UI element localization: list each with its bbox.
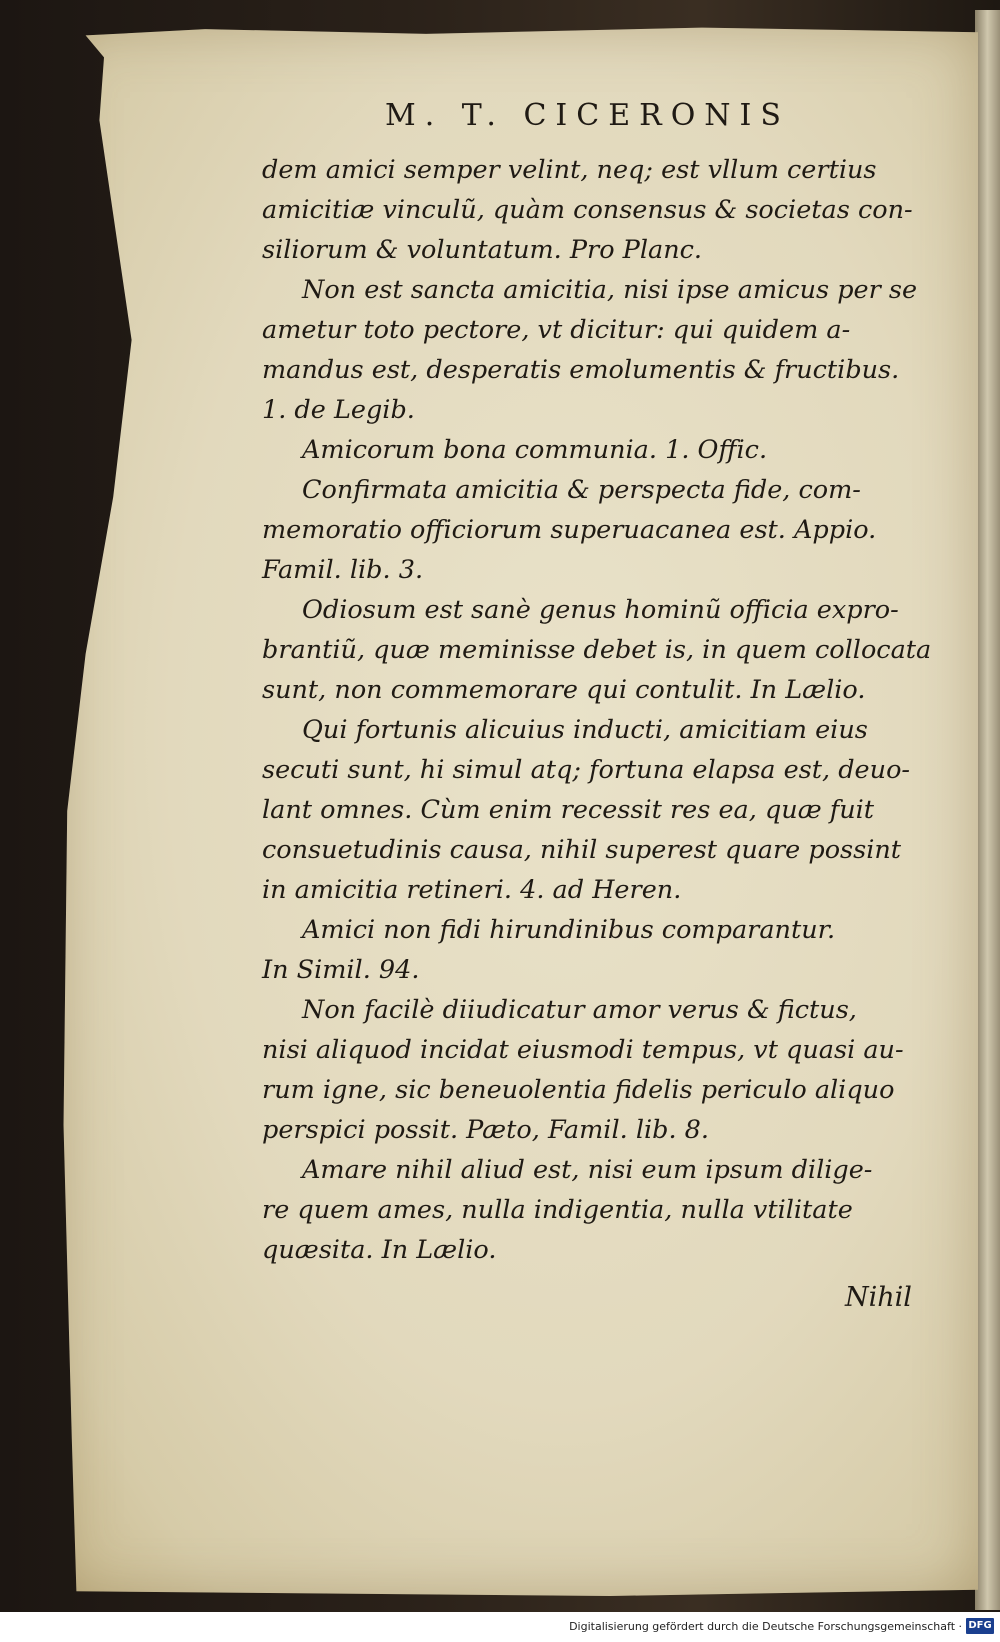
funding-credit: Digitalisierung gefördert durch die Deutsche Forschungsgemeinschaft · — [569, 1620, 962, 1633]
text-line: brantiũ, quæ meminisse debet is, in quem collocata — [262, 635, 932, 665]
body-text — [262, 150, 932, 1270]
text-line: In Simil. 94. — [262, 955, 420, 985]
text-line: secuti sunt, hi simul atq; fortuna elapsa est, deuo- — [262, 755, 911, 785]
text-line: Qui fortunis alicuius inducti, amicitiam eius — [302, 715, 868, 745]
text-line: quæsita. In Lælio. — [262, 1235, 497, 1265]
text-line: siliorum & voluntatum. Pro Planc. — [262, 235, 703, 265]
text-line: nisi aliquod incidat eiusmodi tempus, vt quasi au- — [262, 1035, 904, 1065]
text-line: Non facilè diiudicatur amor verus & fictus, — [302, 995, 857, 1025]
dfg-logo-icon: DFG — [966, 1618, 994, 1634]
running-title: M. T. CICERONIS — [385, 98, 790, 133]
page-stack-edge — [975, 10, 1000, 1610]
text-line: re quem ames, nulla indigentia, nulla vtilitate — [262, 1195, 853, 1225]
text-line: Non est sancta amicitia, nisi ipse amicus per se — [302, 275, 918, 305]
digitization-footer — [0, 1612, 1000, 1642]
text-line: Famil. lib. 3. — [262, 555, 424, 585]
text-line: memoratio officiorum superuacanea est. Appio. — [262, 515, 877, 545]
text-line: perspici possit. Pæto, Famil. lib. 8. — [262, 1115, 710, 1145]
text-line: Amici non fidi hirundinibus comparantur. — [302, 915, 836, 945]
text-line: amicitiæ vinculũ, quàm consensus & societas con- — [262, 195, 913, 225]
catchword: Nihil — [845, 1282, 912, 1313]
text-line: Odiosum est sanè genus hominũ officia expro- — [302, 595, 899, 625]
text-line: Amicorum bona communia. 1. Offic. — [302, 435, 768, 465]
text-line: ametur toto pectore, vt dicitur: qui quidem a- — [262, 315, 851, 345]
text-line: Confirmata amicitia & perspecta fide, com- — [302, 475, 861, 505]
text-line: rum igne, sic beneuolentia fidelis periculo aliquo — [262, 1075, 895, 1105]
text-line: Amare nihil aliud est, nisi eum ipsum dilige- — [302, 1155, 873, 1185]
text-line: 1. de Legib. — [262, 395, 415, 425]
text-line: in amicitia retineri. 4. ad Heren. — [262, 875, 682, 905]
text-line: lant omnes. Cùm enim recessit res ea, quæ fuit — [262, 795, 875, 825]
text-line: mandus est, desperatis emolumentis & fructibus. — [262, 355, 900, 385]
text-line: sunt, non commemorare qui contulit. In Lælio. — [262, 675, 866, 705]
text-line: consuetudinis causa, nihil superest quare possint — [262, 835, 902, 865]
text-line: dem amici semper velint, neq; est vllum certius — [262, 155, 877, 185]
